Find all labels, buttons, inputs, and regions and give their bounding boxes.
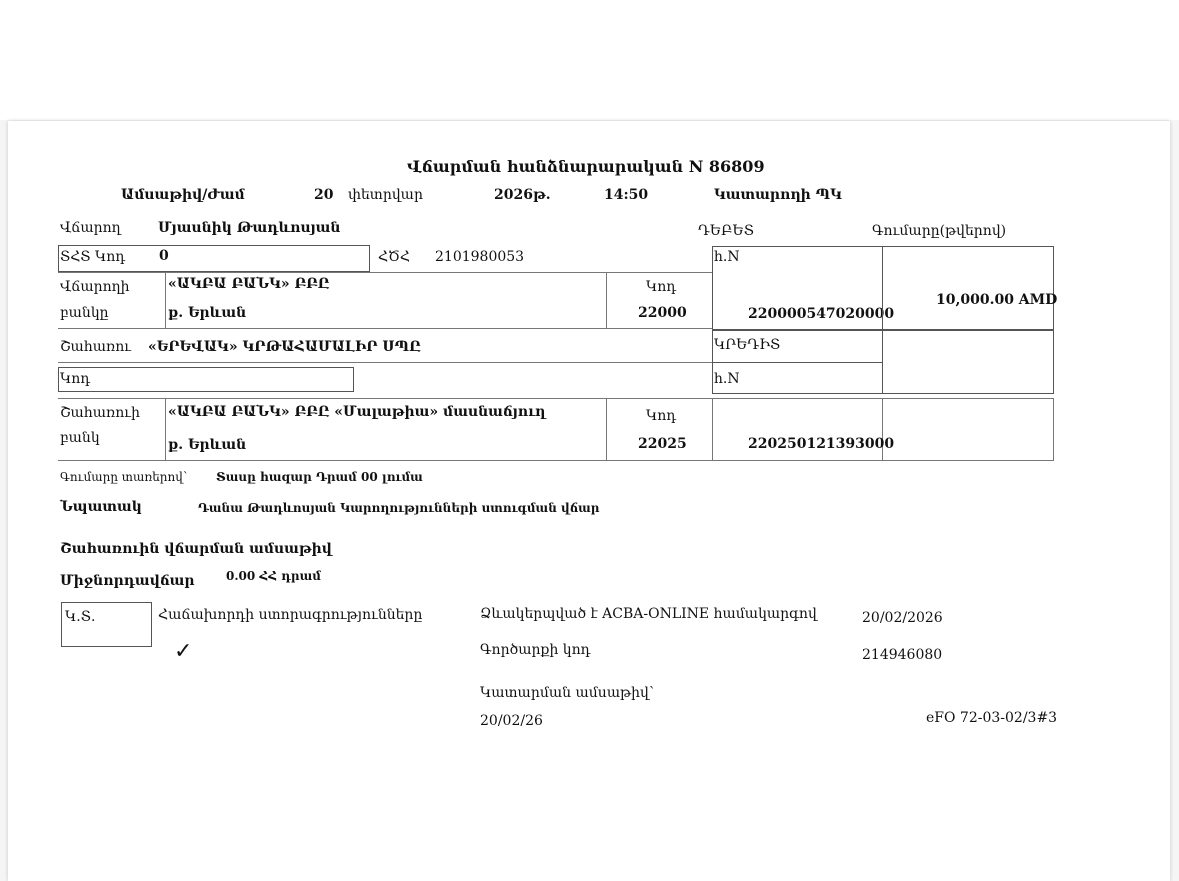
beneficiary-bank-label-1: Շահառուի [60,405,140,421]
amount-box [882,246,1054,330]
prepared-date: 20/02/2026 [862,610,943,626]
beneficiary-name: «ԵՐԵՎԱԿ» ԿՐԹԱՀԱՄԱԼԻՐ ՍՊԸ [148,339,421,355]
time-value: 14:50 [604,187,649,203]
amount-words-value: Տասը հազար Դրամ 00 լումա [216,470,423,484]
amount-value: 10,000.00 AMD [936,292,1058,308]
credit-account-value: 220250121393000 [748,436,895,452]
amount-header: Գումարը(թվերով) [872,223,1007,239]
payer-code-value: 22000 [638,305,687,321]
operation-code-value: 214946080 [862,647,943,663]
execution-date-label: Կատարման ամսաթիվ՝ [480,685,654,701]
tax-code-label: ՏՀՏ Կոդ [60,249,126,265]
ssn-value: 2101980053 [435,249,525,265]
check-icon: ✓ [174,639,193,664]
execution-date-value: 20/02/26 [480,713,543,729]
viewer-top-area [0,0,1179,120]
beneficiary-label: Շահառու [60,339,132,355]
payer-code-label: Կոդ [646,279,677,295]
beneficiary-bank-code-value: 22025 [638,436,687,452]
ssn-label: ՀԾՀ [378,249,410,265]
credit-amount-box [882,330,1054,394]
debit-account-label: հ.N [714,249,740,265]
beneficiary-bank-name: «ԱԿԲԱ ԲԱՆԿ» ԲԲԸ «Մալաթիա» մասնաճյուղ [168,404,546,420]
document-title: Վճարման հանձնարարական N 86809 [407,157,765,176]
credit-account-label: հ.N [714,371,740,387]
beneficiary-bank-label-2: բանկ [60,430,100,446]
debit-header: ԴԵԲԵՏ [698,223,755,239]
date-label: Ամսաթիվ/Ժամ [121,187,245,203]
payer-label: Վճարող [60,220,121,236]
operation-code-label: Գործարքի կոդ [480,642,591,658]
beneficiary-date-label: Շահառուին վճարման ամսաթիվ [60,541,332,557]
beneficiary-bank-code-label: Կոդ [646,408,677,424]
purpose-value: Դանա Թադևոսյան Կարողությունների ստուգման վճար [198,501,600,515]
form-code: eFO 72-03-02/3#3 [926,710,1058,726]
amount-words-label: Գումարը տառերով՝ [60,470,188,484]
debit-account-value: 220000547020000 [748,306,895,322]
beneficiary-code-label: Կոդ [60,371,91,387]
tax-code-value: 0 [159,248,169,264]
prepared-label: Ձևակերպված է ACBA-ONLINE համակարգով [480,606,817,622]
credit-header: ԿՐԵԴԻՏ [714,337,781,353]
date-month: փետրվար [348,187,423,203]
date-day: 20 [314,187,334,203]
stamp-label: Կ.Տ. [65,609,96,625]
beneficiary-bank-city: ք. Երևան [168,437,247,453]
payer-bank-label-1: Վճարողի [60,279,130,295]
payer-bank-label-2: բանկը [60,305,109,321]
purpose-label: Նպատակ [60,499,142,515]
date-year: 2026թ. [494,187,551,203]
executor-label: Կատարողի ՊԿ [714,187,842,203]
intermediary-value: 0.00 ՀՀ դրամ [226,569,321,583]
payer-bank-city: ք. Երևան [168,305,247,321]
intermediary-label: Միջնորդավճար [60,573,195,589]
client-signatures-label: Հաճախորդի ստորագրությունները [158,607,423,623]
payment-order-page [8,121,1170,881]
beneficiary-code-field [58,367,354,392]
payer-bank-name: «ԱԿԲԱ ԲԱՆԿ» ԲԲԸ [168,276,330,292]
payer-name: Մյասնիկ Թադևոսյան [158,220,341,236]
